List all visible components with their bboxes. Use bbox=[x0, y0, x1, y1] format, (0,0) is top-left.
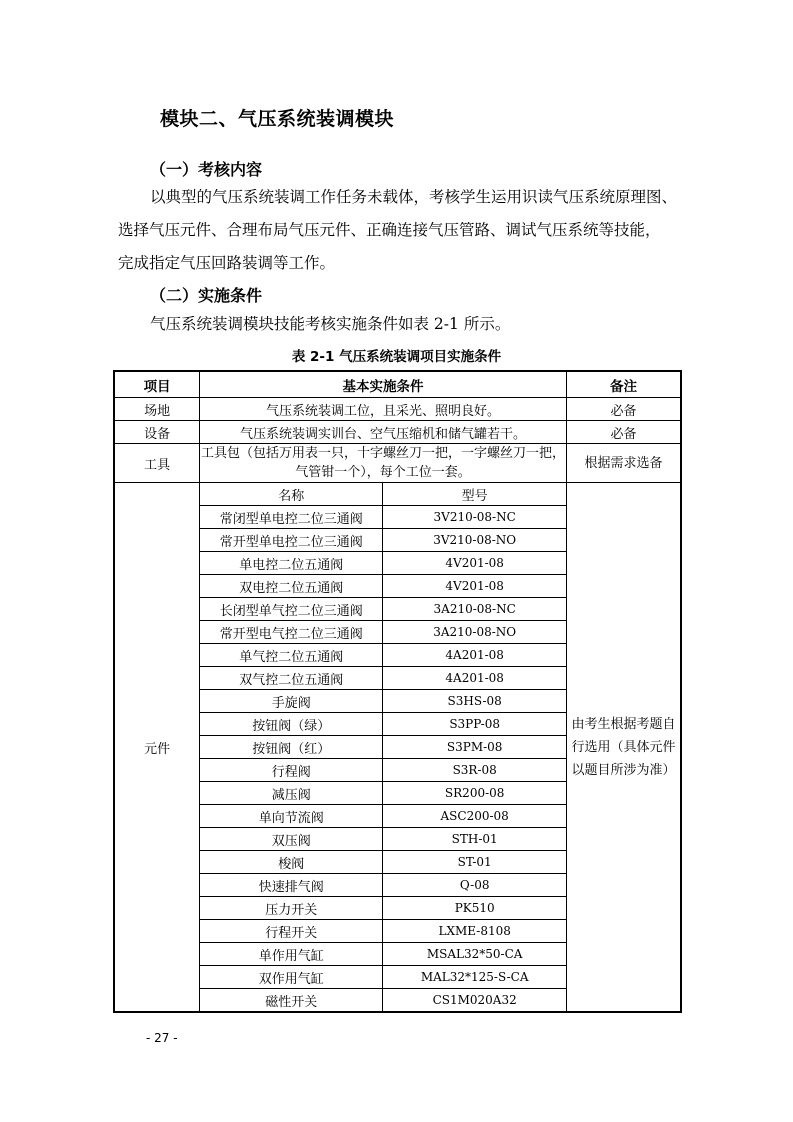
table-row bbox=[114, 444, 681, 483]
components-item: 元件 bbox=[114, 483, 200, 1013]
component-model: 4A201-08 bbox=[383, 667, 567, 690]
component-name: 常闭型单电控二位三通阀 bbox=[200, 506, 383, 529]
component-model: S3R-08 bbox=[383, 759, 567, 782]
component-model: MSAL32*50-CA bbox=[383, 943, 567, 966]
section-title-conditions: （二）实施条件 bbox=[150, 286, 263, 305]
row-item: 设备 bbox=[114, 421, 200, 444]
page-number: - 27 - bbox=[146, 1031, 178, 1045]
row-item: 场地 bbox=[114, 398, 200, 421]
assessment-paragraph bbox=[118, 181, 690, 214]
component-model: S3PM-08 bbox=[383, 736, 567, 759]
component-name: 行程阀 bbox=[200, 759, 383, 782]
header-item: 项目 bbox=[114, 371, 200, 398]
section-title-assessment: （一）考核内容 bbox=[150, 160, 263, 179]
component-name: 单作用气缸 bbox=[200, 943, 383, 966]
component-model: PK510 bbox=[383, 897, 567, 920]
paragraph-line: 选择气压元件、合理布局气压元件、正确连接气压管路、调试气压系统等技能， bbox=[118, 221, 661, 239]
paragraph-line: 完成指定气压回路装调等工作。 bbox=[118, 254, 336, 272]
row-note: 必备 bbox=[566, 421, 681, 444]
table-row bbox=[114, 421, 681, 444]
component-model: 3V210-08-NC bbox=[383, 506, 567, 529]
components-subheader-row bbox=[114, 483, 681, 506]
component-name: 双压阀 bbox=[200, 828, 383, 851]
component-model: ASC200-08 bbox=[383, 805, 567, 828]
conditions-table bbox=[113, 370, 682, 1013]
component-name: 行程开关 bbox=[200, 920, 383, 943]
component-name: 单电控二位五通阀 bbox=[200, 552, 383, 575]
component-name: 双电控二位五通阀 bbox=[200, 575, 383, 598]
component-name: 磁性开关 bbox=[200, 989, 383, 1013]
table-header-row bbox=[114, 371, 681, 398]
component-name: 减压阀 bbox=[200, 782, 383, 805]
module-heading: 模块二、气压系统装调模块 bbox=[160, 108, 395, 130]
assessment-paragraph-cont bbox=[118, 214, 690, 280]
component-model: ST-01 bbox=[383, 851, 567, 874]
header-condition: 基本实施条件 bbox=[200, 371, 567, 398]
component-model: 4V201-08 bbox=[383, 575, 567, 598]
component-name: 单向节流阀 bbox=[200, 805, 383, 828]
header-note: 备注 bbox=[566, 371, 681, 398]
component-model: 4A201-08 bbox=[383, 644, 567, 667]
component-model: LXME-8108 bbox=[383, 920, 567, 943]
row-condition: 气压系统装调实训台、空气压缩机和储气罐若干。 bbox=[200, 421, 567, 444]
subheader-model: 型号 bbox=[383, 483, 567, 506]
component-model: 4V201-08 bbox=[383, 552, 567, 575]
component-model: Q-08 bbox=[383, 874, 567, 897]
component-name: 按钮阀（绿） bbox=[200, 713, 383, 736]
row-condition: 工具包（包括万用表一只，十字螺丝刀一把，一字螺丝刀一把，气管钳一个），每个工位一套。 bbox=[200, 444, 567, 483]
components-note: 由考生根据考题自行选用（具体元件以题目所涉为准） bbox=[566, 483, 681, 1013]
row-condition: 气压系统装调工位，且采光、照明良好。 bbox=[200, 398, 567, 421]
row-note: 根据需求选备 bbox=[566, 444, 681, 483]
component-model: 3A210-08-NC bbox=[383, 598, 567, 621]
component-name: 梭阀 bbox=[200, 851, 383, 874]
table-row bbox=[114, 398, 681, 421]
row-item: 工具 bbox=[114, 444, 200, 483]
component-model: SR200-08 bbox=[383, 782, 567, 805]
table-caption: 表 2-1 气压系统装调项目实施条件 bbox=[291, 349, 502, 365]
component-model: STH-01 bbox=[383, 828, 567, 851]
component-name: 双气控二位五通阀 bbox=[200, 667, 383, 690]
paragraph-line: 气压系统装调模块技能考核实施条件如表 2-1 所示。 bbox=[150, 315, 511, 333]
component-name: 常开型单电控二位三通阀 bbox=[200, 529, 383, 552]
component-name: 长闭型单气控二位三通阀 bbox=[200, 598, 383, 621]
component-model: CS1M020A32 bbox=[383, 989, 567, 1013]
subheader-name: 名称 bbox=[200, 483, 383, 506]
component-model: MAL32*125-S-CA bbox=[383, 966, 567, 989]
component-model: 3V210-08-NO bbox=[383, 529, 567, 552]
row-note: 必备 bbox=[566, 398, 681, 421]
component-model: S3PP-08 bbox=[383, 713, 567, 736]
component-name: 单气控二位五通阀 bbox=[200, 644, 383, 667]
component-name: 按钮阀（红） bbox=[200, 736, 383, 759]
component-name: 常开型电气控二位三通阀 bbox=[200, 621, 383, 644]
component-name: 压力开关 bbox=[200, 897, 383, 920]
component-name: 双作用气缸 bbox=[200, 966, 383, 989]
component-model: 3A210-08-NO bbox=[383, 621, 567, 644]
paragraph-line: 以典型的气压系统装调工作任务未载体，考核学生运用识读气压系统原理图、 bbox=[150, 188, 678, 206]
component-name: 手旋阀 bbox=[200, 690, 383, 713]
component-name: 快速排气阀 bbox=[200, 874, 383, 897]
component-model: S3HS-08 bbox=[383, 690, 567, 713]
conditions-paragraph bbox=[118, 308, 690, 341]
